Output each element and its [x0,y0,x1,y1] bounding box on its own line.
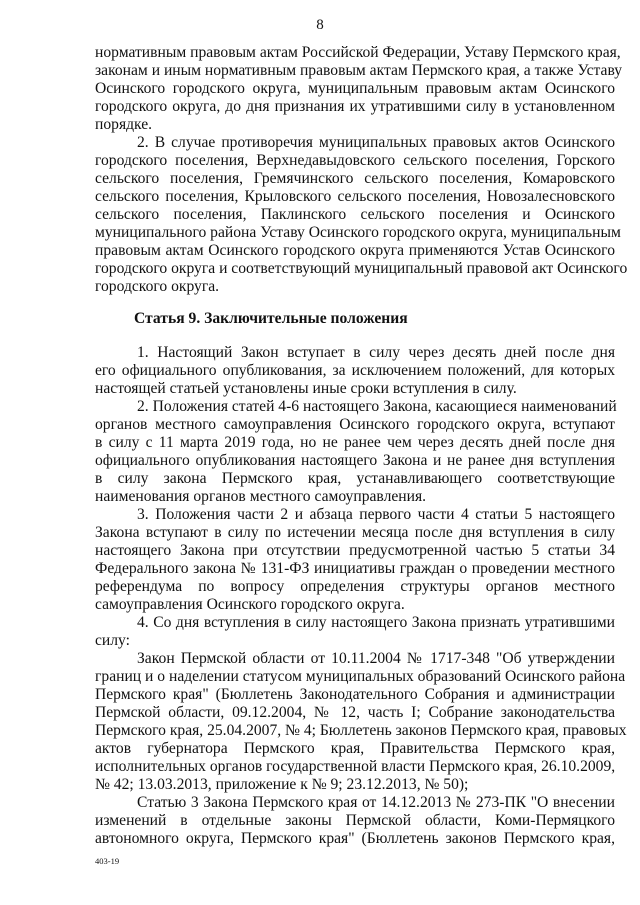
text-line: № 42; 13.03.2013, приложение к № 9; 23.12.2013, № 50); [95,776,469,793]
text-line: настоящей статьей установлены иные сроки вступления в силу. [95,380,517,397]
text-line: Осинского городского округа, муниципальным правовым актам Осинского [95,80,615,97]
text-line: городского округа, до дня признания их утратившими силу в установленном [95,98,615,115]
article-heading: Статья 9. Заключительные положения [134,310,408,327]
text-line: сельского поселения, Гремячинского сельского поселения, Комаровского [95,170,615,187]
text-line: 3. Положения части 2 и абзаца первого части 4 статьи 5 настоящего [137,506,615,523]
text-line: Пермского края" (Бюллетень Законодательного Собрания и администрации [95,686,615,703]
text-line: порядке. [95,116,153,133]
text-line: автономного округа, Пермского края" (Бюллетень законов Пермского края, [95,830,615,847]
text-line: 2. Положения статей 4-6 настоящего Закона, касающиеся наименований [137,398,617,415]
article-9-body [95,344,627,848]
text-line: сельского поселения, Паклинского сельского поселения и Осинского [95,206,615,223]
text-line: правовым актам Осинского городского округа применяются Устав Осинского [95,242,615,259]
text-line: референдума по вопросу определения структуры органов местного [95,578,615,595]
text-line: муниципального района Уставу Осинского городского округа, муниципальным [95,224,621,241]
page-number: 8 [316,17,324,33]
text-line: Закона вступают в силу по истечении месяца после дня вступления в силу [95,524,615,541]
text-line: Пермской области, 09.12.2004, № 12, часть I; Собрание законодательства [95,704,615,721]
text-line: 4. Со дня вступления в силу настоящего Закона признать утратившими [137,614,615,631]
text-line: Закон Пермской области от 10.11.2004 № 1717-348 "Об утверждении [137,650,615,667]
text-line: актов губернатора Пермского края, Правительства Пермского края, [95,740,615,757]
text-line: официального опубликования настоящего Закона и не ранее дня вступления [95,452,615,469]
text-line: городского округа. [95,278,220,295]
text-line: 1. Настоящий Закон вступает в силу через десять дней после дня [137,344,615,361]
text-line: Статью 3 Закона Пермского края от 14.12.2013 № 273-ПК "О внесении [137,794,615,811]
text-line: городского поселения, Верхнедавыдовского сельского поселения, Горского [95,152,615,169]
text-line: границ и о наделении статусом муниципальных образований Осинского района [95,668,626,685]
text-line: его официального опубликования, за исключением положений, для которых [95,362,615,379]
text-line: самоуправления Осинского городского округа. [95,596,405,613]
paragraph-item-2 [95,134,628,296]
document-code: 403-19 [95,856,120,866]
text-line: сельского поселения, Крыловского сельского поселения, Новозалесновского [95,188,615,205]
text-line: нормативным правовым актам Российской Федерации, Уставу Пермского края, [95,44,621,61]
text-line: настоящего Закона при отсутствии предусмотренной частью 5 статьи 34 [95,542,615,559]
text-line: Пермского края, 25.04.2007, № 4; Бюллетень законов Пермского края, правовых [95,722,627,739]
text-line: законам и иным нормативным правовым актам Пермского края, а также Уставу [95,62,623,79]
paragraph-continuation [95,44,623,134]
text-line: городского округа и соответствующий муниципальный правовой акт Осинского [95,260,628,277]
text-line: Федерального закона № 131-ФЗ инициативы граждан о проведении местного [95,560,615,577]
text-line: органов местного самоуправления Осинского городского округа, вступают [95,416,615,433]
text-line: исполнительных органов государственной власти Пермского края, 26.10.2009, [95,758,616,775]
text-line: в силу с 11 марта 2019 года, но не ранее чем через десять дней после дня [95,434,615,451]
text-line: в силу закона Пермского края, устанавливающего соответствующие [95,470,615,487]
text-line: 2. В случае противоречия муниципальных правовых актов Осинского [137,134,615,151]
text-line: силу: [95,632,130,649]
text-line: изменений в отдельные законы Пермской области, Коми-Пермяцкого [95,812,615,829]
text-line: наименования органов местного самоуправления. [95,488,427,505]
document-body [95,44,628,296]
